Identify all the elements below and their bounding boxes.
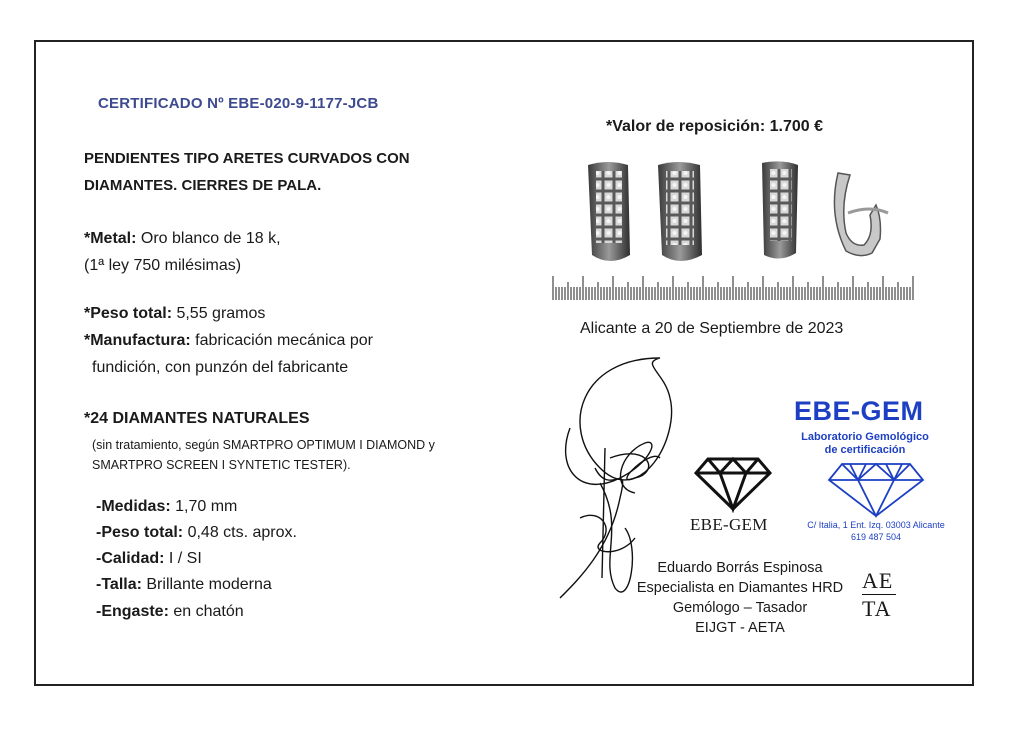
spec-calidad [96,550,202,568]
person-role-2: Gemólogo – Tasador [672,600,808,616]
fecha: Alicante a 20 de Septiembre de 2023 [580,320,844,337]
stamp-sub-1: Laboratorio Gemológico [801,431,929,443]
metal-value: Oro blanco de 18 k, [136,230,281,247]
metal-detail: (1ª ley 750 milésimas) [84,257,242,274]
peso-total-row [84,305,265,323]
metal-row [84,230,281,248]
spec-value: Brillante moderna [141,576,272,593]
description-line-2: DIAMANTES. CIERRES DE PALA. [84,177,322,194]
ruler-scale [550,272,915,304]
diamond-logo-icon [692,455,774,513]
spec-label: -Engaste: [96,603,169,620]
ebe-gem-stamp-title: EBE-GEM [794,396,924,426]
certificate-number: CERTIFICADO Nº EBE-020-9-1177-JCB [98,95,379,112]
diamond-stamp-icon [826,460,926,518]
spec-value: 1,70 mm [170,498,238,515]
spec-value: en chatón [168,603,244,620]
spec-engaste [96,603,244,621]
stamp-address [786,519,966,543]
manufactura-row [84,332,373,350]
person-org: EIJGT - AETA [695,620,785,636]
spec-label: -Medidas: [96,498,171,515]
stamp-sub-2: de certificación [824,444,906,456]
spec-peso [96,524,297,542]
diamonds-note-1: (sin tratamiento, según SMARTPRO OPTIMUM I DIAMOND y [92,438,435,452]
diamonds-title: *24 DIAMANTES NATURALES [84,410,310,427]
description-line-1: PENDIENTES TIPO ARETES CURVADOS CON [84,150,410,167]
spec-value: 0,48 cts. aprox. [183,524,297,541]
stamp-address-1: C/ Italia, 1 Ent. Izq. 03003 Alicante [807,520,945,530]
manufactura-value: fabricación mecánica por [190,332,373,349]
aeta-mark-bottom: TA [862,596,892,621]
diamonds-note-2: SMARTPRO SCREEN I SYNTETIC TESTER). [92,458,351,472]
ebe-gem-logo-text: EBE-GEM [690,515,768,534]
spec-medidas [96,498,237,516]
spec-label: -Calidad: [96,550,165,567]
spec-value: I / SI [164,550,202,567]
person-role-1: Especialista en Diamantes HRD [636,580,844,596]
peso-total-value: 5,55 gramos [172,305,266,322]
spec-talla [96,576,272,594]
metal-label: *Metal: [84,230,137,247]
manufactura-value-2: fundición, con punzón del fabricante [92,359,349,376]
spec-label: -Talla: [96,576,142,593]
aeta-mark [862,568,896,621]
valor-reposicion: *Valor de reposición: 1.700 € [606,118,823,135]
aeta-mark-top: AE [862,568,894,593]
manufactura-label: *Manufactura: [84,332,191,349]
spec-label: -Peso total: [96,524,184,541]
earring-photo [570,155,910,275]
peso-total-label: *Peso total: [84,305,173,322]
person-name: Eduardo Borrás Espinosa [657,560,823,576]
person-block [590,558,890,638]
stamp-address-2: 619 487 504 [850,532,902,542]
stamp-subtitle [790,431,940,457]
